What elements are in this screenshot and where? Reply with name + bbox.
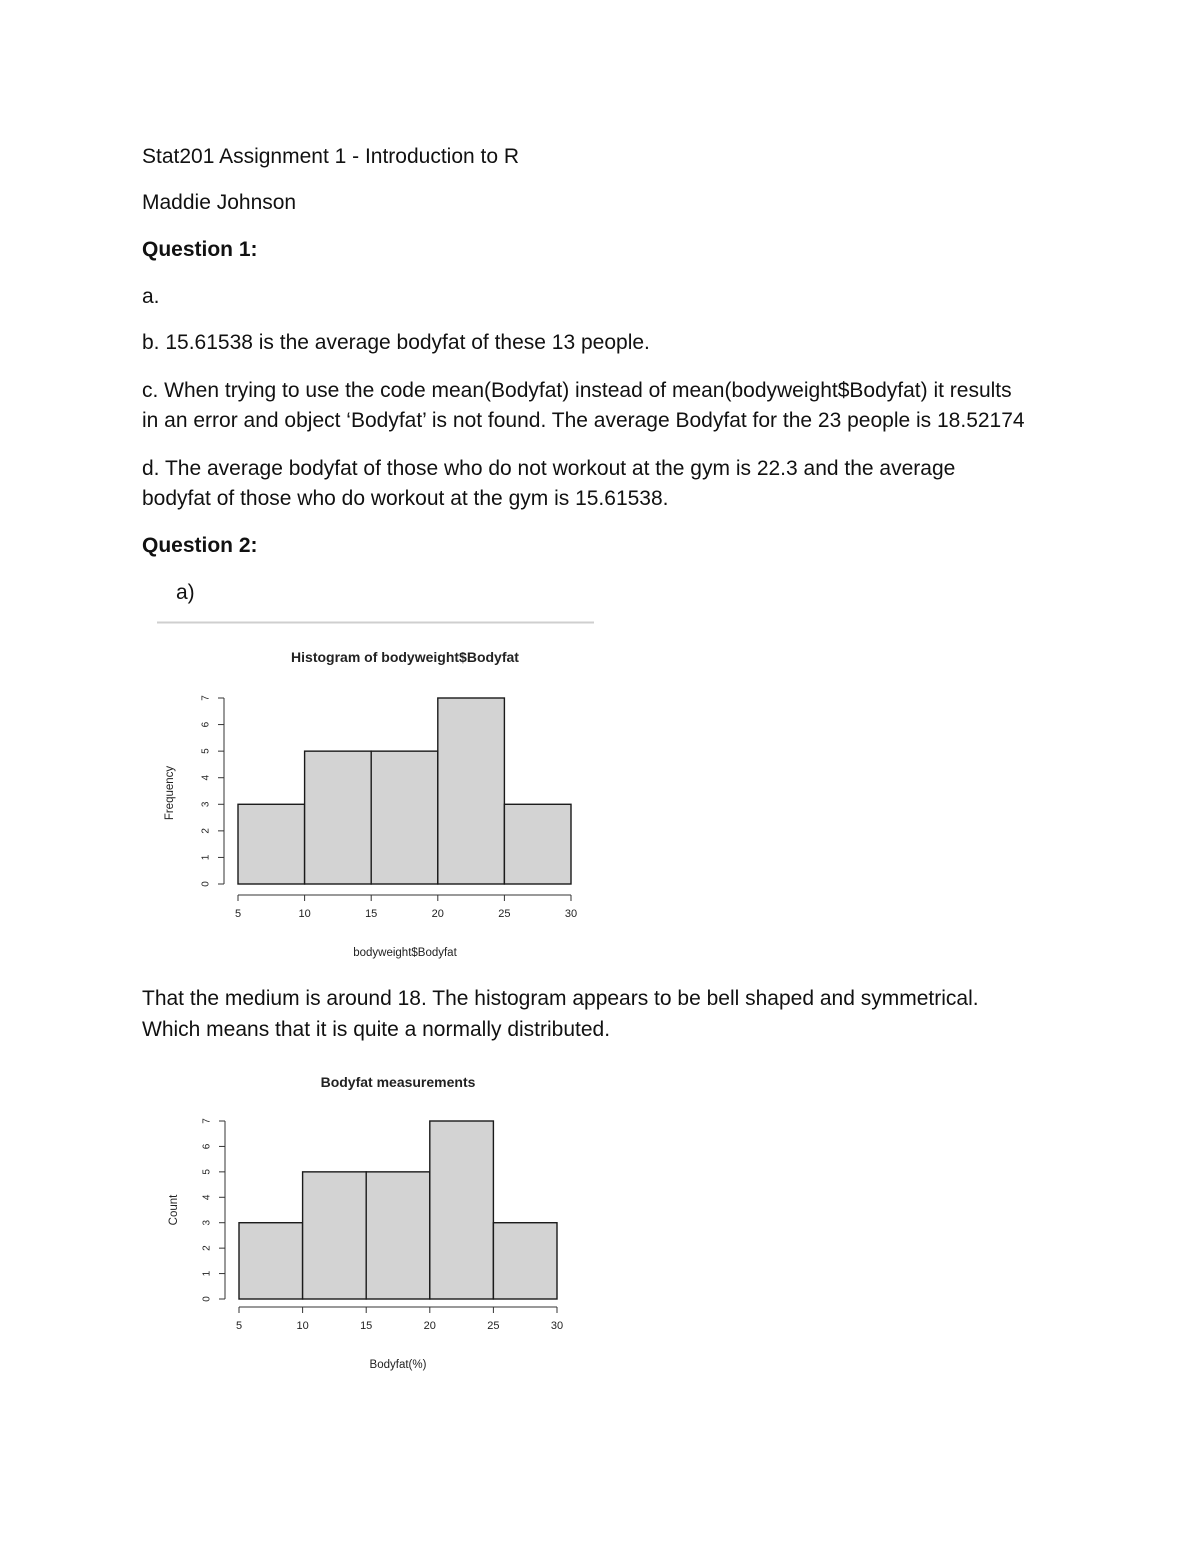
histogram-bar xyxy=(239,1223,303,1299)
histogram-chart-1 xyxy=(157,621,594,966)
q1-part-c-line1: c. When trying to use the code mean(Bodyfat) instead of mean(bodyweight$Bodyfat) it results xyxy=(142,379,1012,402)
bars-group xyxy=(239,1121,557,1299)
q1-part-b: b. 15.61538 is the average bodyfat of these 13 people. xyxy=(142,331,650,354)
y-tick-label: 3 xyxy=(201,1219,213,1226)
x-tick-label: 30 xyxy=(550,1320,564,1332)
y-tick-label: 4 xyxy=(200,774,212,781)
y-tick-label: 7 xyxy=(201,1118,213,1124)
y-tick-label: 6 xyxy=(201,1143,213,1150)
y-tick-label: 7 xyxy=(200,695,212,701)
y-tick-label: 5 xyxy=(200,748,212,754)
chart-title: Bodyfat measurements xyxy=(320,1074,476,1090)
histogram-bar xyxy=(430,1121,494,1299)
q2-comment-line2: Which means that it is quite a normally distributed. xyxy=(142,1018,611,1041)
q2-comment-line1: That the medium is around 18. The histogram appears to be bell shaped and symmetrical. xyxy=(142,987,979,1010)
question-1-heading: Question 1: xyxy=(142,238,258,261)
chart-title: Histogram of bodyweight$Bodyfat xyxy=(291,649,519,665)
histogram-2-svg xyxy=(160,1062,600,1382)
x-tick-label: 10 xyxy=(298,908,311,920)
histogram-bar xyxy=(371,751,438,884)
histogram-bar xyxy=(305,751,372,884)
histogram-bar xyxy=(493,1223,557,1299)
y-tick-label: 1 xyxy=(201,1270,213,1277)
y-tick-label: 6 xyxy=(200,721,212,728)
x-tick-label: 25 xyxy=(498,908,511,920)
x-tick-label: 15 xyxy=(360,1320,373,1332)
y-axis-label: Count xyxy=(168,1194,180,1226)
histogram-bar xyxy=(504,804,571,884)
histogram-1-svg xyxy=(157,621,594,966)
x-tick-label: 10 xyxy=(296,1320,309,1332)
bars-group xyxy=(238,698,571,884)
x-tick-label: 20 xyxy=(423,1320,436,1332)
y-axis-label: Frequency xyxy=(164,765,176,821)
histogram-bar xyxy=(366,1172,430,1299)
y-tick-label: 5 xyxy=(201,1169,213,1175)
author-name: Maddie Johnson xyxy=(142,191,297,214)
q2-part-a: a) xyxy=(176,581,195,604)
y-tick-label: 0 xyxy=(200,881,212,887)
histogram-bar xyxy=(438,698,505,884)
x-tick-label: 30 xyxy=(564,908,578,920)
histogram-chart-2 xyxy=(160,1062,600,1382)
q1-part-d-line2: bodyfat of those who do workout at the gym is 15.61538. xyxy=(142,487,669,510)
q1-part-d-line1: d. The average bodyfat of those who do not workout at the gym is 22.3 and the average xyxy=(142,457,956,480)
q1-part-c-line2: in an error and object ‘Bodyfat’ is not found. The average Bodyfat for the 23 people is 18.52174 xyxy=(142,409,1025,432)
x-tick-label: 15 xyxy=(365,908,378,920)
y-tick-label: 0 xyxy=(201,1296,213,1302)
x-tick-label: 25 xyxy=(487,1320,500,1332)
y-tick-label: 4 xyxy=(201,1194,213,1201)
q1-part-a: a. xyxy=(142,285,160,308)
y-tick-label: 1 xyxy=(200,854,212,861)
x-tick-label: 20 xyxy=(431,908,444,920)
document-title: Stat201 Assignment 1 - Introduction to R xyxy=(142,145,520,168)
x-axis-label: Bodyfat(%) xyxy=(369,1359,427,1371)
y-tick-label: 2 xyxy=(201,1245,213,1251)
histogram-bar xyxy=(238,804,305,884)
y-tick-label: 3 xyxy=(200,801,212,808)
y-tick-label: 2 xyxy=(200,828,212,834)
x-tick-label: 5 xyxy=(235,1320,243,1332)
histogram-bar xyxy=(303,1172,367,1299)
question-2-heading: Question 2: xyxy=(142,534,258,557)
x-axis-label: bodyweight$Bodyfat xyxy=(353,947,457,959)
x-tick-label: 5 xyxy=(234,908,242,920)
